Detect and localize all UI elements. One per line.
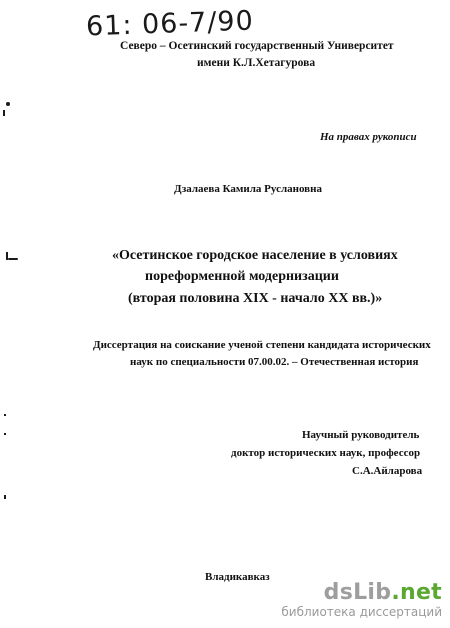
scan-artifact (6, 102, 10, 106)
supervisor-role: Научный руководитель (302, 429, 420, 441)
scan-artifact (3, 110, 5, 116)
dslib-subtitle: библиотека диссертаций (281, 605, 442, 619)
title-line-2: пореформенной модернизации (145, 269, 339, 284)
title-line-1: «Осетинское городское население в условиях (112, 248, 398, 263)
title-line-3: (вторая половина XIX - начало XX вв.)» (128, 291, 383, 306)
scan-artifact (4, 433, 6, 435)
dslib-logo-main: dsLib (323, 580, 392, 605)
dslib-watermark (242, 580, 442, 622)
dslib-logo-tld: .net (391, 580, 442, 605)
rights-note: На правах рукописи (320, 131, 417, 143)
author-name: Дзалаева Камила Руслановна (174, 183, 322, 195)
city-name: Владикавказ (205, 571, 270, 583)
scan-artifact (4, 495, 6, 499)
supervisor-name: С.А.Айларова (352, 465, 423, 477)
dslib-logo (324, 580, 442, 605)
degree-line-2: наук по специальности 07.00.02. – Отечественная история (130, 356, 419, 368)
degree-line-1: Диссертация на соискание ученой степени кандидата исторических (93, 339, 431, 351)
scan-artifact (6, 252, 8, 260)
handwritten-catalog-number: 61: 06-7/90 (85, 5, 255, 43)
university-name: Северо – Осетинский государственный Университет (120, 40, 394, 52)
university-named-after: имени К.Л.Хетагурова (197, 57, 316, 69)
supervisor-degree: доктор исторических наук, профессор (231, 447, 421, 459)
scan-artifact (8, 258, 18, 260)
scan-artifact (4, 414, 6, 416)
